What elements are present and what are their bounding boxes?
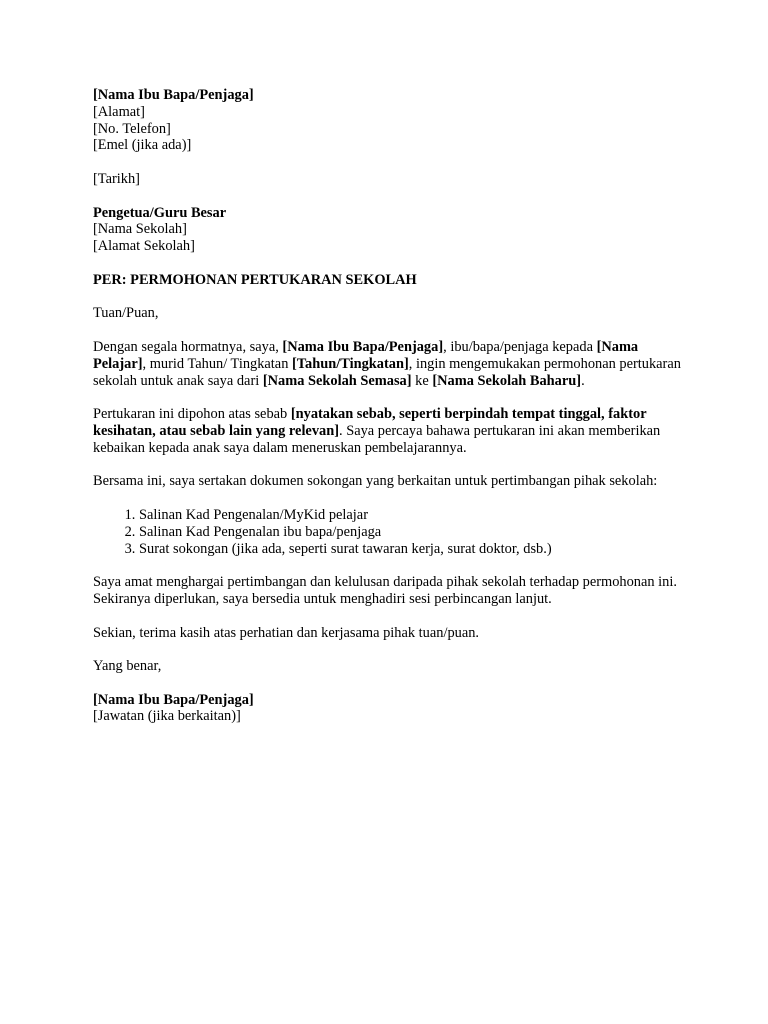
signature-name: [Nama Ibu Bapa/Penjaga] bbox=[93, 691, 254, 708]
new-school-placeholder: [Nama Sekolah Baharu] bbox=[432, 372, 582, 389]
closing: Yang benar, bbox=[93, 658, 162, 675]
reason-placeholder: [nyatakan sebab, seperti berpindah tempat tinggal, faktor kesihatan, atau sebab lain yang relevan] bbox=[93, 406, 647, 439]
list-item: 3. Surat sokongan (jika ada, seperti surat tawaran kerja, surat doktor, dsb.) bbox=[139, 541, 683, 558]
list-item: 1. Salinan Kad Pengenalan/MyKid pelajar bbox=[139, 507, 683, 524]
sender-phone: [No. Telefon] bbox=[93, 120, 171, 137]
paragraph-reason-text-1: Pertukaran ini dipohon atas sebab bbox=[93, 406, 291, 423]
recipient-school-address: [Alamat Sekolah] bbox=[93, 238, 195, 255]
list-item: 2. Salinan Kad Pengenalan ibu bapa/penjaga bbox=[139, 524, 683, 541]
recipient-block bbox=[93, 205, 683, 255]
sender-address: [Alamat] bbox=[93, 103, 145, 120]
signature-block bbox=[93, 692, 683, 726]
document-list bbox=[93, 507, 683, 557]
current-school-placeholder: [Nama Sekolah Semasa] bbox=[262, 372, 412, 389]
paragraph-thanks: Sekian, terima kasih atas perhatian dan kerjasama pihak tuan/puan. bbox=[93, 624, 480, 641]
sender-email: [Emel (jika ada)] bbox=[93, 137, 192, 154]
year-form-placeholder: [Tahun/Tingkatan] bbox=[291, 355, 409, 372]
recipient-school-name: [Nama Sekolah] bbox=[93, 221, 187, 238]
paragraph-intro bbox=[93, 339, 683, 389]
recipient-title: Pengetua/Guru Besar bbox=[93, 204, 227, 221]
letter bbox=[93, 87, 683, 725]
paragraph-intro-text-6: . bbox=[581, 372, 585, 389]
signature-position: [Jawatan (jika berkaitan)] bbox=[93, 708, 241, 725]
sender-name: [Nama Ibu Bapa/Penjaga] bbox=[93, 87, 254, 103]
paragraph-intro-text-3: , murid Tahun/ Tingkatan bbox=[142, 355, 292, 372]
paragraph-reason bbox=[93, 406, 683, 456]
student-name-placeholder: [Nama Pelajar] bbox=[93, 338, 639, 372]
paragraph-intro-text-4: , ingin mengemukakan permohonan pertukaran sekolah untuk anak saya dari bbox=[93, 355, 681, 389]
salutation: Tuan/Puan, bbox=[93, 305, 159, 322]
paragraph-intro-text-1: Dengan segala hormatnya, saya, bbox=[93, 338, 283, 355]
parent-name-placeholder: [Nama Ibu Bapa/Penjaga] bbox=[282, 338, 444, 355]
letter-subject: PER: PERMOHONAN PERTUKARAN SEKOLAH bbox=[93, 271, 417, 288]
paragraph-documents: Bersama ini, saya sertakan dokumen sokongan yang berkaitan untuk pertimbangan pihak sekolah: bbox=[93, 473, 658, 490]
paragraph-reason-text-2: . Saya percaya bahawa pertukaran ini akan memberikan kebaikan kepada anak saya dalam meneruskan pembelajarannya. bbox=[93, 422, 661, 456]
letter-date: [Tarikh] bbox=[93, 170, 140, 187]
paragraph-intro-text-5: ke bbox=[411, 372, 433, 389]
paragraph-intro-text-2: , ibu/bapa/penjaga kepada bbox=[443, 338, 597, 355]
sender-block bbox=[93, 87, 683, 154]
paragraph-appreciation: Saya amat menghargai pertimbangan dan kelulusan daripada pihak sekolah terhadap permohonan ini. Sekiranya diperlukan, saya bersedia untuk menghadiri sesi perbincangan lanjut. bbox=[93, 574, 677, 607]
